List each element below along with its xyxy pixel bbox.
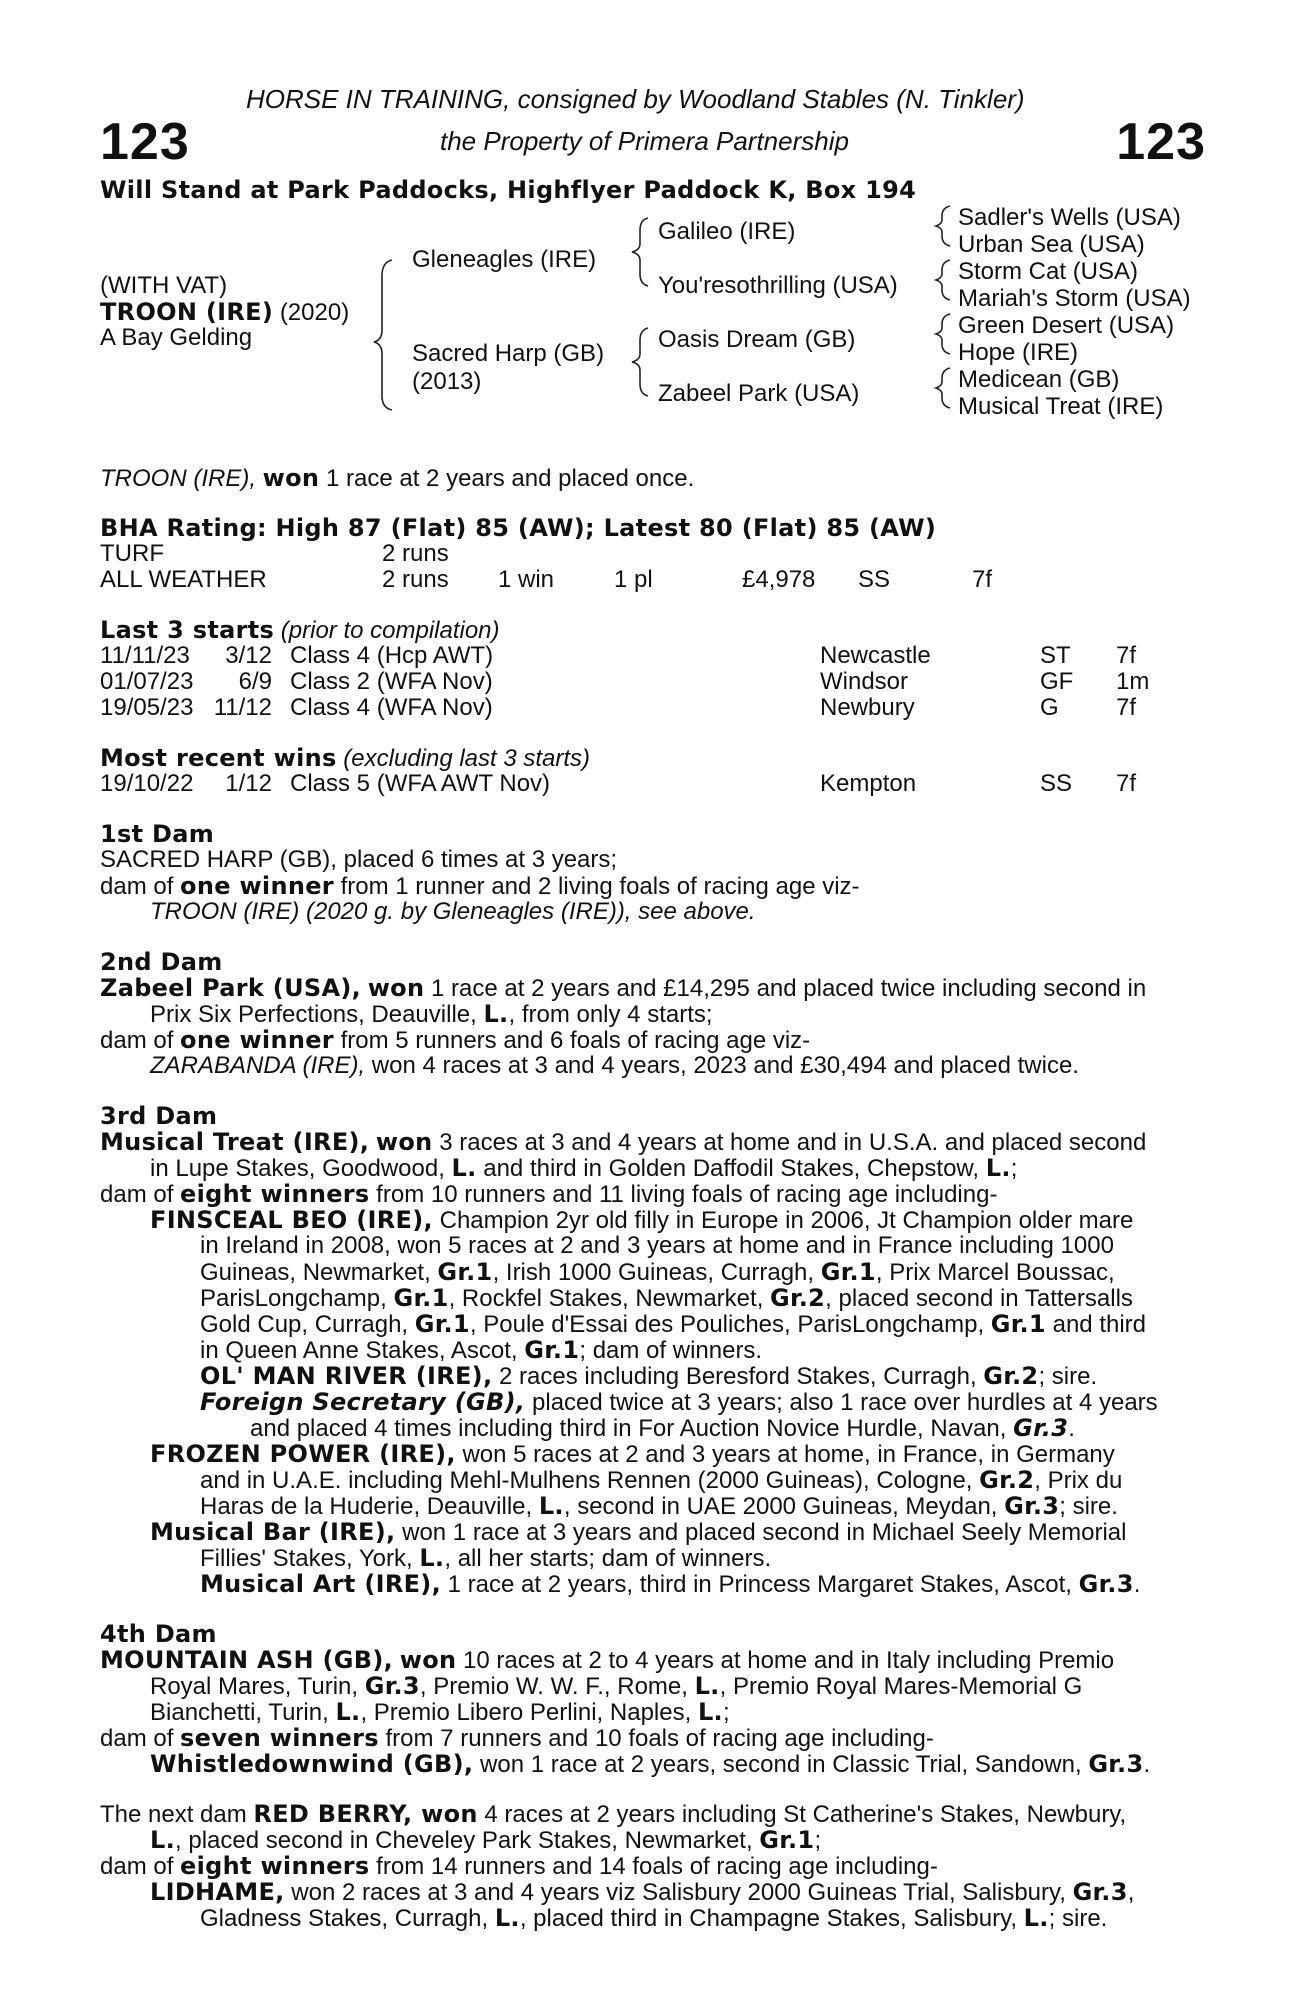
row-race: Class 4 (Hcp AWT) [290,642,494,669]
text: , Premio Royal Mares-Memorial G [719,1673,1083,1700]
dam2-line1 [100,974,1146,1003]
row-going: G [1040,694,1059,721]
row-date: 19/05/23 [100,694,194,721]
grade: L. [538,1492,564,1520]
foreign-line2: and placed 4 times including third in For Auction Novice Hurdle, Navan, Gr.3. [250,1414,1075,1442]
grade: Gr.1 [990,1310,1046,1338]
finsceal-line4 [200,1284,1133,1313]
text: Guineas, Newmarket, [200,1259,438,1286]
lidhame-line1 [150,1878,1134,1907]
text: The next dam [100,1801,254,1828]
dam2-line3 [100,1026,810,1055]
row-pos: 1/12 [225,770,272,797]
text: Prix Six Perfections, Deauville, [150,1001,484,1028]
text: Champion 2yr old filly in Europe in 2006, Jt Champion older mare [432,1207,1134,1234]
rating-turf: TURF [100,540,164,567]
sire-sire: Galileo (IRE) [658,218,796,245]
row-date: 01/07/23 [100,668,194,695]
grade: L. [150,1826,176,1854]
grade: L. [694,1672,720,1700]
horse-name: TROON (IRE) [100,298,274,326]
text: from 1 runner and 2 living foals of racing age viz- [333,873,860,900]
offspring-name: FROZEN POWER (IRE), [150,1440,456,1468]
dam2-line4 [150,1052,1079,1080]
text: Royal Mares, Turin, [150,1673,365,1700]
grade: L. [419,1544,445,1572]
text: won 2 races at 3 and 4 years viz Salisbury 2000 Guineas Trial, Salisbury, [284,1879,1073,1906]
row-race: Class 2 (WFA Nov) [290,668,493,695]
text: Fillies' Stakes, York, [200,1545,420,1572]
text: Gladness Stakes, Curragh, [200,1905,495,1932]
recent-note: (excluding last 3 starts) [343,745,591,772]
text: won 4 races at 3 and 4 years, 2023 and £30,494 and placed twice. [365,1052,1079,1079]
sire: Gleneagles (IRE) [412,246,597,273]
frozen-line2 [200,1466,1122,1495]
text: dam of [100,1181,181,1208]
gg-dsd: Hope (IRE) [958,339,1079,366]
last3-row-1 [100,642,190,670]
rating-aw-wins: 1 win [498,566,555,593]
row-course: Windsor [820,668,909,695]
grade: Gr.3 [364,1672,420,1700]
dam-dam: Zabeel Park (USA) [658,380,860,407]
grade: Gr.3 [1004,1492,1060,1520]
text: ; [722,1699,730,1726]
dam2-name: Zabeel Park (USA), [100,974,362,1002]
dam: Sacred Harp (GB) [412,340,605,367]
row-pos: 6/9 [238,668,272,695]
text: ; dam of winners. [579,1337,763,1364]
finsceal-line6 [200,1336,762,1365]
text: from 14 runners and 14 foals of racing age including- [369,1853,938,1880]
winners-count: one winner [180,1026,334,1054]
dam3-name: Musical Treat (IRE), [100,1128,370,1156]
gg-sdd: Mariah's Storm (USA) [958,285,1191,312]
dam4-line1 [100,1646,1114,1675]
rating-aw-going: SS [858,566,891,593]
dam3-line3 [100,1180,997,1209]
dam4-line2 [150,1672,1082,1701]
grade: Gr.3 [1072,1878,1128,1906]
last3-note: (prior to compilation) [280,617,500,644]
text: , all her starts; dam of winners. [444,1545,772,1572]
frozen-line1 [150,1440,1115,1469]
grade: Gr.2 [979,1466,1035,1494]
row-dist: 7f [1116,642,1137,669]
text: , Premio Libero Perlini, Naples, [360,1699,698,1726]
winners-count: eight winners [180,1852,370,1880]
horse-year: (2020) [279,299,350,326]
foreign-line1 [200,1388,1158,1417]
row-course: Newbury [820,694,915,721]
text: and third [1045,1311,1147,1338]
lot-number-left: 123 [100,113,190,171]
text: won 1 race at 3 years and placed second in Michael Seely Memorial [395,1519,1127,1546]
stand-location: Will Stand at Park Paddocks, Highflyer Paddock K, Box 194 [100,176,917,204]
grade: Gr.2 [770,1284,826,1312]
next-line3 [100,1852,938,1881]
property-line: the Property of Primera Partnership [440,126,849,156]
text: ; sire. [1059,1493,1118,1520]
musicalart-line [200,1570,1140,1599]
musicalbar-line2 [200,1544,771,1573]
row-dist: 7f [1116,694,1137,721]
race-summary [100,464,694,493]
grade: L. [494,1904,520,1932]
whistle-line [150,1750,1150,1779]
text: placed twice at 3 years; also 1 race over hurdles at 4 years [525,1389,1158,1416]
winners-count: one winner [180,872,334,900]
rating-aw-pl: 1 pl [614,566,653,593]
text: in Queen Anne Stakes, Ascot, [200,1337,525,1364]
dam4-heading: 4th Dam [100,1620,217,1648]
text: ; [1010,1155,1018,1182]
text: ParisLongchamp, [200,1285,394,1312]
text: , second in UAE 2000 Guineas, Meydan, [563,1493,1005,1520]
grade: Gr.2 [983,1362,1039,1390]
grade: Gr.1 [437,1258,493,1286]
rating-turf-runs: 2 runs [382,540,449,567]
grade: Gr.3 [1088,1750,1144,1778]
summary-won: won [262,464,320,492]
row-pos: 3/12 [225,642,272,669]
frozen-line3 [200,1492,1118,1521]
text: , Prix Marcel Boussac, [875,1259,1115,1286]
text: 10 races at 2 to 4 years at home and in Italy including Premio [456,1647,1115,1674]
dam2-line2 [150,1000,713,1029]
next-line1 [100,1800,1126,1829]
row-race: Class 5 (WFA AWT Nov) [290,770,551,797]
grade: L. [697,1698,723,1726]
text: ; [814,1827,822,1854]
text: won 5 races at 2 and 3 years at home, in France, in Germany [455,1441,1115,1468]
text: , placed third in Champagne Stakes, Salisbury, [519,1905,1024,1932]
won: won [399,1646,457,1674]
grade: Gr.3 [1078,1570,1134,1598]
recent-heading [100,744,590,773]
text: and in U.A.E. including Mehl-Mulhens Rennen (2000 Guineas), Cologne, [200,1467,980,1494]
dam4-name: MOUNTAIN ASH (GB), [100,1646,394,1674]
dam3-line1 [100,1128,1146,1157]
text: 3 races at 3 and 4 years at home and in U.S.A. and placed second [432,1129,1147,1156]
rating-aw-runs: 2 runs [382,566,449,593]
consignor-line: HORSE IN TRAINING, consigned by Woodland Stables (N. Tinkler) [246,84,1025,114]
won: won [375,1128,433,1156]
grade: Gr.1 [524,1336,580,1364]
text: , placed second in Cheveley Park Stakes, Newmarket, [175,1827,760,1854]
lot-number-right: 123 [1116,113,1206,171]
olman-line [200,1362,1097,1391]
next-line2 [150,1826,821,1855]
text: from 7 runners and 10 foals of racing age including- [378,1725,934,1752]
grade: Gr.3 [1013,1414,1069,1442]
last3-title: Last 3 starts [100,616,275,644]
text: , Irish 1000 Guineas, Curragh, [492,1259,821,1286]
text: from 5 runners and 6 foals of racing age viz- [333,1027,811,1054]
text: 1 race at 2 years, third in Princess Margaret Stakes, Ascot, [440,1571,1079,1598]
vat-note: (WITH VAT) [100,272,228,299]
gg-sss: Sadler's Wells (USA) [958,204,1181,231]
text: , Rockfel Stakes, Newmarket, [448,1285,771,1312]
row-dist: 1m [1116,668,1150,695]
text: ; sire. [1038,1363,1098,1390]
text: dam of [100,873,181,900]
text: Bianchetti, Turin, [150,1699,336,1726]
gg-ssd: Urban Sea (USA) [958,231,1145,258]
finsceal-line3 [200,1258,1115,1287]
gg-ddd: Musical Treat (IRE) [958,393,1164,420]
last3-heading [100,616,500,645]
row-going: GF [1040,668,1074,695]
text: dam of [100,1725,181,1752]
winners-count: eight winners [180,1180,370,1208]
offspring-name: Foreign Secretary (GB), [200,1388,526,1416]
row-date: 19/10/22 [100,770,194,797]
row-race: Class 4 (WFA Nov) [290,694,493,721]
dam-year: (2013) [412,368,482,395]
grade: L. [483,1000,509,1028]
text: Haras de la Huderie, Deauville, [200,1493,539,1520]
row-course: Kempton [820,770,917,797]
finsceal-line2: in Ireland in 2008, won 5 races at 2 and 3 years at home and in France including 1000 [200,1232,1114,1259]
text: and third in Golden Daffodil Stakes, Chepstow, [476,1155,986,1182]
text: , placed second in Tattersalls [825,1285,1133,1312]
text: 2 races including Beresford Stakes, Curragh, [492,1363,984,1390]
offspring-name: LIDHAME, [150,1878,285,1906]
offspring-name: OL' MAN RIVER (IRE), [200,1362,493,1390]
bha-rating: BHA Rating: High 87 (Flat) 85 (AW); Latest 80 (Flat) 85 (AW) [100,514,937,542]
offspring-name: Musical Art (IRE), [200,1570,441,1598]
row-course: Newcastle [820,642,931,669]
sire-dam: You'resothrilling (USA) [658,272,898,299]
gg-sds: Storm Cat (USA) [958,258,1139,285]
grade: Gr.1 [393,1284,449,1312]
text: , Poule d'Essai des Pouliches, ParisLongchamp, [469,1311,991,1338]
gg-dss: Green Desert (USA) [958,312,1175,339]
row-pos: 11/12 [213,694,272,721]
rating-aw-prize: £4,978 [742,566,816,593]
dam2-heading: 2nd Dam [100,948,223,976]
recent-title: Most recent wins [100,744,337,772]
dam-sire: Oasis Dream (GB) [658,326,856,353]
offspring-name: Whistledownwind (GB), [150,1750,474,1778]
text: ; sire. [1048,1905,1108,1932]
dam3-line2 [150,1154,1017,1183]
dam4-line3 [150,1698,730,1727]
row-dist: 7f [1116,770,1137,797]
text: , [1127,1879,1135,1906]
dam1-line1: SACRED HARP (GB), placed 6 times at 3 years; [100,846,618,873]
text: won 1 race at 2 years, second in Classic Trial, Sandown, [473,1751,1089,1778]
dam4-line4 [100,1724,934,1753]
summary-rest: 1 race at 2 years and placed once. [326,465,695,492]
text: dam of [100,1027,181,1054]
grade: Gr.1 [820,1258,876,1286]
rating-aw-dist: 7f [972,566,993,593]
text: Gold Cup, Curragh, [200,1311,415,1338]
dam1-heading: 1st Dam [100,820,215,848]
won: won [367,974,425,1002]
finsceal-line5 [200,1310,1146,1339]
grade: L. [335,1698,361,1726]
text: from 10 runners and 11 living foals of racing age including- [369,1181,998,1208]
finsceal-line1 [150,1206,1133,1235]
grade: L. [985,1154,1011,1182]
rating-aw: ALL WEATHER [100,566,267,593]
text: 4 races at 2 years including St Catherine's Stakes, Newbury, [477,1801,1127,1828]
offspring-name: ZARABANDA (IRE), [150,1052,366,1079]
gg-dds: Medicean (GB) [958,366,1120,393]
last3-row-3 [100,694,193,722]
dam3-heading: 3rd Dam [100,1102,218,1130]
grade: L. [451,1154,477,1182]
text: in Lupe Stakes, Goodwood, [150,1155,452,1182]
text: , from only 4 starts; [508,1001,713,1028]
grade: Gr.1 [414,1310,470,1338]
musicalbar-line1 [150,1518,1127,1547]
won: won [412,1800,478,1828]
next-dam-name: RED BERRY, [253,1800,413,1828]
summary-name: TROON (IRE), [100,465,256,492]
grade: Gr.1 [759,1826,815,1854]
offspring-name: FINSCEAL BEO (IRE), [150,1206,433,1234]
dam1-line2 [100,872,860,901]
grade: L. [1023,1904,1049,1932]
winners-count: seven winners [180,1724,379,1752]
text: , Premio W. W. F., Rome, [419,1673,695,1700]
lidhame-line2 [200,1904,1107,1933]
text: , Prix du [1034,1467,1123,1494]
text: 1 race at 2 years and £14,295 and placed twice including second in [424,975,1147,1002]
horse-desc: A Bay Gelding [100,324,253,351]
row-going: ST [1040,642,1071,669]
text: . [1143,1751,1151,1778]
text: . [1133,1571,1141,1598]
offspring-name: Musical Bar (IRE), [150,1518,396,1546]
row-date: 11/11/23 [100,642,190,669]
last3-row-2 [100,668,193,696]
text: dam of [100,1853,181,1880]
row-going: SS [1040,770,1073,797]
dam1-line3: TROON (IRE) (2020 g. by Gleneagles (IRE)), see above. [150,898,756,925]
text: and placed 4 times including third in For Auction Novice Hurdle, Navan, [250,1415,1014,1442]
